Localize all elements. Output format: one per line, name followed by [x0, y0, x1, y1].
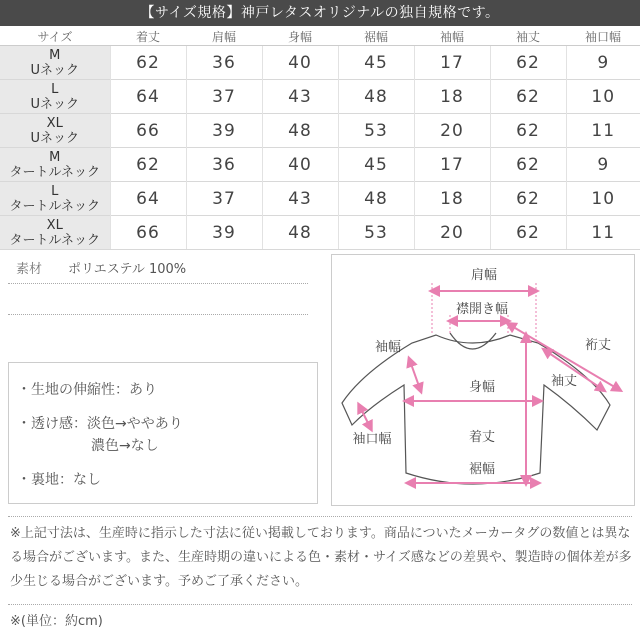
measurement-cell: 36 [186, 148, 262, 182]
material-value: ポリエステル 100% [68, 262, 187, 277]
size-label-cell [0, 80, 110, 114]
neck-type: タートルネック [9, 198, 101, 214]
feature-sheer-dark: 濃色→なし [91, 438, 159, 454]
size-label-cell [0, 182, 110, 216]
measurement-cell: 48 [262, 216, 338, 250]
measurement-diagram [331, 254, 635, 506]
header-susohaba: 裾幅 [338, 28, 414, 46]
measurement-cell: 40 [262, 148, 338, 182]
neck-type: Uネック [30, 130, 79, 146]
measurement-cell: 62 [110, 148, 186, 182]
header-kitake: 着丈 [110, 28, 186, 46]
feature-stretch: ・生地の伸縮性：あり [17, 382, 157, 398]
measurement-cell: 62 [490, 216, 566, 250]
label-susohaba: 裾幅 [468, 462, 496, 477]
measurement-cell: 39 [186, 114, 262, 148]
header-sodeguchi: 袖口幅 [566, 28, 640, 46]
header-size: サイズ [0, 28, 110, 46]
size-code: M [49, 149, 61, 165]
note-divider-bottom [8, 604, 632, 605]
size-code: XL [46, 115, 63, 131]
measurement-cell: 43 [262, 80, 338, 114]
measurement-cell: 11 [566, 216, 640, 250]
measurement-cell: 40 [262, 46, 338, 80]
neck-type: Uネック [30, 96, 79, 112]
measurement-cell: 37 [186, 80, 262, 114]
measurement-cell: 9 [566, 46, 640, 80]
note-divider-top [8, 516, 632, 517]
header-sodehaba: 袖幅 [414, 28, 490, 46]
label-mihaba: 身幅 [468, 380, 496, 395]
measurement-cell: 64 [110, 80, 186, 114]
measurement-cell: 53 [338, 114, 414, 148]
measurement-cell: 11 [566, 114, 640, 148]
material-key: 素材 [16, 262, 43, 277]
label-sodetake: 袖丈 [550, 374, 578, 389]
label-sodehaba: 袖幅 [374, 340, 402, 355]
measurement-cell: 20 [414, 114, 490, 148]
measurement-cell: 62 [110, 46, 186, 80]
neck-type: タートルネック [9, 232, 101, 248]
measurement-cell: 48 [262, 114, 338, 148]
size-code: L [51, 81, 59, 97]
measurement-cell: 17 [414, 148, 490, 182]
size-table [0, 28, 640, 250]
measurement-cell: 45 [338, 46, 414, 80]
label-katahaba: 肩幅 [470, 268, 498, 283]
measurement-cell: 20 [414, 216, 490, 250]
size-banner: 【サイズ規格】神戸レタスオリジナルの独自規格です。 [0, 0, 640, 26]
table-row [0, 216, 640, 250]
measurement-cell: 48 [338, 182, 414, 216]
size-label-cell [0, 114, 110, 148]
measurement-cell: 66 [110, 114, 186, 148]
measurement-cell: 62 [490, 46, 566, 80]
measurement-cell: 10 [566, 80, 640, 114]
measurement-cell: 37 [186, 182, 262, 216]
garment-diagram-svg [332, 255, 634, 505]
measurement-cell: 17 [414, 46, 490, 80]
measurement-cell: 45 [338, 148, 414, 182]
unit-note: ※(単位：約cm) [10, 614, 103, 629]
measurement-cell: 10 [566, 182, 640, 216]
size-label-cell [0, 216, 110, 250]
table-row [0, 80, 640, 114]
header-sodetake: 袖丈 [490, 28, 566, 46]
disclaimer-note: ※上記寸法は、生産時に指示した寸法に従い掲載しております。商品についたメーカータグの数値とは異なる場合がございます。また、生産時期の違いによる色・素材・サイズ感などの差異や、製造時の個体差が多少生じる場合がございます。予めご了承ください。 [10, 526, 632, 589]
measurement-cell: 66 [110, 216, 186, 250]
measurement-cell: 48 [338, 80, 414, 114]
feature-box [8, 362, 318, 504]
measurement-cell: 62 [490, 80, 566, 114]
label-eriaki: 襟開き幅 [455, 302, 509, 317]
size-label-cell [0, 46, 110, 80]
table-row [0, 148, 640, 182]
neck-type: タートルネック [9, 164, 101, 180]
divider [8, 283, 308, 284]
neck-type: Uネック [30, 62, 79, 78]
label-kitake: 着丈 [468, 430, 496, 445]
measurement-cell: 39 [186, 216, 262, 250]
size-code: L [51, 183, 59, 199]
size-code: M [49, 47, 61, 63]
material-row [16, 258, 186, 277]
table-row [0, 182, 640, 216]
size-label-cell [0, 148, 110, 182]
measurement-cell: 62 [490, 114, 566, 148]
table-row [0, 46, 640, 80]
measurement-cell: 62 [490, 148, 566, 182]
size-code: XL [46, 217, 63, 233]
label-yukitake: 裄丈 [584, 338, 612, 353]
table-row [0, 114, 640, 148]
label-sodeguchi: 袖口幅 [352, 432, 392, 447]
header-katahaba: 肩幅 [186, 28, 262, 46]
feature-sheer: ・透け感：淡色→ややあり [17, 416, 183, 432]
measurement-cell: 18 [414, 182, 490, 216]
measurement-cell: 9 [566, 148, 640, 182]
measurement-cell: 64 [110, 182, 186, 216]
measurement-cell: 43 [262, 182, 338, 216]
measurement-cell: 62 [490, 182, 566, 216]
divider [8, 314, 308, 315]
measurement-cell: 18 [414, 80, 490, 114]
measurement-cell: 53 [338, 216, 414, 250]
measurement-cell: 36 [186, 46, 262, 80]
header-mihaba: 身幅 [262, 28, 338, 46]
table-header-row [0, 28, 640, 46]
feature-lining: ・裏地：なし [17, 472, 101, 488]
